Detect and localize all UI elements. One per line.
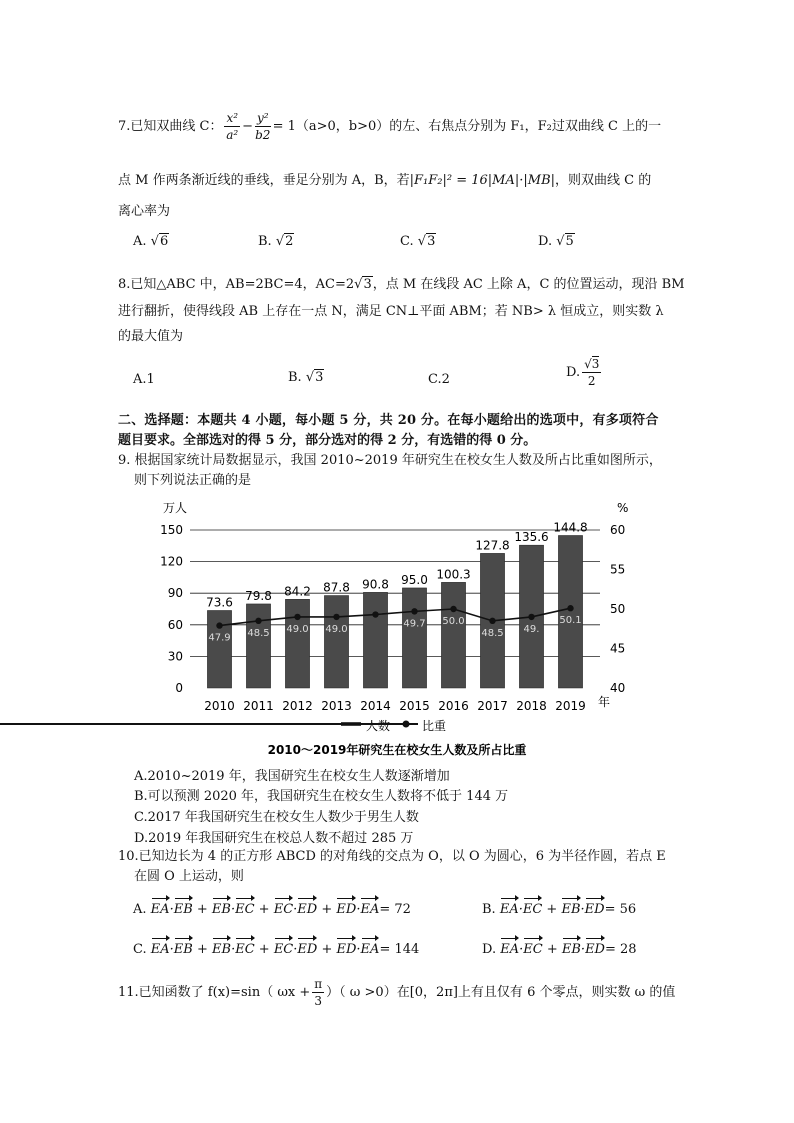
dot: · [230,902,236,917]
x-tick-label: 2015 [399,699,430,713]
ratio-point [489,618,495,624]
plus: + [254,902,274,917]
q11-line1b: ）（ ω >0）在[0，2π]上有且仅有 6 个零点，则实数 ω 的值 [326,985,676,1000]
q7-frac2 [255,110,271,143]
dot: · [231,942,236,957]
q11-line1 [118,976,675,1009]
q7-option-b-label: B. [258,234,272,249]
q7-frac2-den: b2 [255,128,271,142]
vec-eb: EB [561,942,581,957]
dot: · [293,942,298,957]
q8-option-d-den: 2 [587,374,596,388]
bar-value-label: 84.2 [284,584,311,599]
bar [324,596,348,688]
q8-option-b-label: B. [288,370,302,385]
ratio-point [294,614,300,620]
vec-ea: EA [500,942,520,957]
vec-eb: EB [173,902,193,917]
q8-option-b-rad: √3 [305,370,324,385]
q7-option-d-value: 5 [565,234,574,249]
q8-rad: √3 [354,277,372,292]
q7-option-d [538,234,575,249]
q8-option-d [566,356,603,389]
vec-ec: EC [523,942,543,957]
q11-frac [312,976,324,1009]
bar-value-label: 90.8 [362,577,389,592]
q8-line1 [118,276,685,294]
ratio-label: 49.0 [286,623,309,635]
q8-option-b-value: 3 [315,370,324,385]
plus: + [192,942,213,957]
bar-value-label: 127.8 [475,538,510,553]
y-tick-right: 60 [610,523,626,537]
x-tick-label: 2013 [321,699,352,713]
y-tick-left: 150 [160,523,183,537]
ratio-point [255,618,261,624]
legend-line-label: 比重 [422,719,447,733]
dot: · [356,902,361,917]
bar [207,610,231,688]
q7-option-c-rad: √3 [417,234,436,249]
y-tick-left: 0 [175,681,183,695]
q8-option-d-frac [582,356,601,389]
vec-ec: EC [522,902,543,917]
vec-ed: ED [585,942,605,957]
q7-line2a: 点 M 作两条渐近线的垂线，垂足分别为 A，B，若 [118,173,410,188]
bar-value-label: 73.6 [206,595,233,610]
vec-eb: EB [211,902,231,917]
q7-frac1-num: x² [226,111,239,125]
plus: + [542,902,562,917]
q10-option-b-label: B. [482,902,496,917]
bar-value-label: 95.0 [401,572,428,587]
q8-option-d-num: √3 [584,357,600,371]
y-tick-left: 120 [160,554,183,569]
q7-option-a-rad: √6 [150,234,169,249]
q8-rad-value: 3 [363,277,372,292]
q8-option-d-num-value: 3 [591,357,600,371]
ratio-label: 48.5 [247,627,270,639]
q9-option-c: C.2017 年我国研究生在校女生人数少于男生人数 [134,810,419,825]
q7-line2 [118,172,651,190]
ratio-point [333,614,339,620]
q10-line2: 在圆 O 上运动，则 [134,869,244,884]
ratio-point [567,605,573,611]
x-tick-label: 2018 [516,699,547,713]
dot: · [293,902,298,917]
q10-option-a-value: = 72 [379,902,411,917]
chart-legend [0,718,446,733]
bar-value-label: 100.3 [436,567,471,582]
x-tick-label: 2010 [204,699,235,713]
x-tick-label: 2011 [243,699,274,713]
q7-line2b: ，则双曲线 C 的 [555,173,652,188]
dot: · [580,942,586,957]
q7-condition: |F₁F₂|² = 16|MA|·|MB| [409,173,556,188]
bar-value-label: 144.8 [553,520,588,535]
q8-line1b: ，点 M 在线段 AC 上除 A，C 的位置运动，现沿 BM [372,277,685,292]
dot: · [169,942,174,957]
chart-ylabel-left: 万人 [163,501,188,515]
ratio-point [216,622,222,628]
ratio-label: 47.9 [208,632,231,644]
q10-option-c [133,942,419,957]
chart-ylabel-right: % [617,501,629,515]
ratio-label: 50.1 [559,615,582,627]
q10-option-b [482,902,636,917]
plus: + [254,942,274,957]
q7-option-b-rad: √2 [275,234,294,249]
q11-line1a: 11.已知函数了 f(x)=sin（ ωx + [118,985,311,1000]
vec-ea: EA [150,902,170,917]
q7-option-c-label: C. [400,234,414,249]
q7-option-d-rad: √5 [556,234,574,249]
q7-frac2-num: y² [256,111,269,125]
ratio-point [411,608,417,614]
x-tick-label: 2017 [477,699,508,713]
q7-option-d-label: D. [538,234,553,249]
ratio-point [372,611,378,617]
x-tick-label: 2012 [282,699,313,713]
q7-intro: 7.已知双曲线 C： [118,119,223,134]
bar [558,535,582,688]
q10-option-a-label: A. [133,902,147,917]
q7-option-a-value: 6 [159,234,169,249]
bar-value-label: 79.8 [245,588,272,603]
q10-line1: 10.已知边长为 4 的正方形 ABCD 的对角线的交点为 O，以 O 为圆心，6 为半径作圆，若点 E [118,849,666,864]
plus: + [192,902,212,917]
vec-ed: ED [584,902,605,917]
section2-line2: 题目要求。全部选对的得 5 分，部分选对的得 2 分，有选错的得 0 分。 [118,433,537,448]
q8-option-b [288,370,324,385]
y-tick-right: 40 [610,681,626,695]
q8-line1a: 8.已知△ABC 中，AB=2BC=4，AC=2 [118,277,355,292]
dot: · [169,902,174,917]
q7-option-b-value: 2 [285,234,294,249]
q7-option-c-value: 3 [427,234,436,249]
section2-line1: 二、选择题：本题共 4 小题，每小题 5 分，共 20 分。在每小题给出的选项中，有多项符合 [118,413,659,428]
vec-ed: ED [297,942,318,957]
ratio-label: 49.0 [325,623,348,635]
vec-ea: EA [360,902,380,917]
q10-option-c-label: C. [133,942,147,957]
q7-frac1-den: a² [226,128,239,142]
q9-option-a: A.2010~2019 年，我国研究生在校女生人数逐渐增加 [134,769,450,784]
q7-option-a [133,234,169,249]
legend-line-marker [403,721,410,728]
dot: · [356,942,361,957]
ratio-label: 50.0 [442,616,465,627]
bar [402,588,426,688]
q7-minus: − [242,119,253,134]
x-tick-label: 2014 [360,699,391,713]
chart-title: 2010～2019年研究生在校女生人数及所占比重 [267,743,527,757]
q7-rest1: = 1（a>0，b>0）的左、右焦点分别为 F₁，F₂过双曲线 C 上的一 [272,119,662,134]
q11-frac-num: π [314,977,323,991]
q9-line1: 9. 根据国家统计局数据显示，我国 2010~2019 年研究生在校女生人数及所占比重如图所示， [118,453,662,468]
q10-option-a [133,902,411,917]
dot: · [518,902,523,917]
ratio-point [450,606,456,612]
dot: · [580,902,585,917]
bar [246,604,270,688]
vec-eb: EB [561,902,581,917]
q7-option-c [400,234,436,249]
y-tick-right: 55 [610,562,626,577]
y-tick-right: 45 [610,641,626,656]
bar [285,599,309,688]
ratio-line [220,608,571,625]
ratio-point [528,614,534,620]
bar [363,592,387,688]
q10-option-d [482,942,637,957]
q8-option-d-label: D. [566,365,581,380]
y-tick-left: 90 [167,586,183,601]
vec-eb: EB [173,942,193,957]
legend-bar-label: 人数 [366,719,391,733]
bar-value-label: 87.8 [323,580,350,595]
plus: + [317,902,337,917]
y-tick-left: 30 [167,649,183,664]
vec-ec: EC [235,902,255,917]
q9-option-b: B.可以预测 2020 年，我国研究生在校女生人数将不低于 144 万 [134,789,509,804]
vec-ec: EC [273,942,294,957]
bar-value-label: 135.6 [514,530,549,545]
vec-ec: EC [273,902,294,917]
x-tick-label: 2016 [438,699,469,713]
q7-line1 [118,110,661,143]
vec-ec: EC [235,942,255,957]
vec-ea: EA [150,942,170,957]
dot: · [519,942,524,957]
vec-ed: ED [336,942,357,957]
q10-option-b-value: = 56 [604,902,637,917]
ratio-label: 48.5 [481,627,504,639]
q7-option-a-label: A. [133,234,147,249]
q8-option-a: A.1 [133,372,155,387]
bar [441,582,465,688]
q8-line2: 进行翻折，使得线段 AB 上存在一点 N，满足 CN⊥平面 ABM；若 NB> λ 恒成立，则实数 λ [118,304,664,319]
x-tick-label: 2019 [555,699,586,713]
vec-ed: ED [336,902,357,917]
q9-option-d: D.2019 年我国研究生在校总人数不超过 285 万 [134,831,414,846]
q7-option-b [258,234,294,249]
q8-option-c: C.2 [428,372,450,387]
chart-xlabel: 年 [598,695,611,709]
plus: + [317,942,337,957]
vec-ea: EA [499,902,519,917]
q10-option-d-value: = 28 [604,942,637,957]
ratio-label: 49. [523,623,540,635]
q7-line3: 离心率为 [118,204,171,219]
plus: + [542,942,562,957]
q11-frac-den: 3 [314,994,323,1008]
ratio-label: 49.7 [403,618,426,630]
vec-eb: EB [212,942,232,957]
q8-line3: 的最大值为 [118,329,184,344]
y-tick-right: 50 [610,602,626,616]
q10-option-d-label: D. [482,942,497,957]
q10-option-c-value: = 144 [379,942,420,957]
q9-line2: 则下列说法正确的是 [134,473,252,488]
chart [0,490,794,770]
q7-frac1 [224,110,240,143]
vec-ea: EA [360,942,380,957]
vec-ed: ED [297,902,318,917]
y-tick-left: 60 [167,617,183,632]
